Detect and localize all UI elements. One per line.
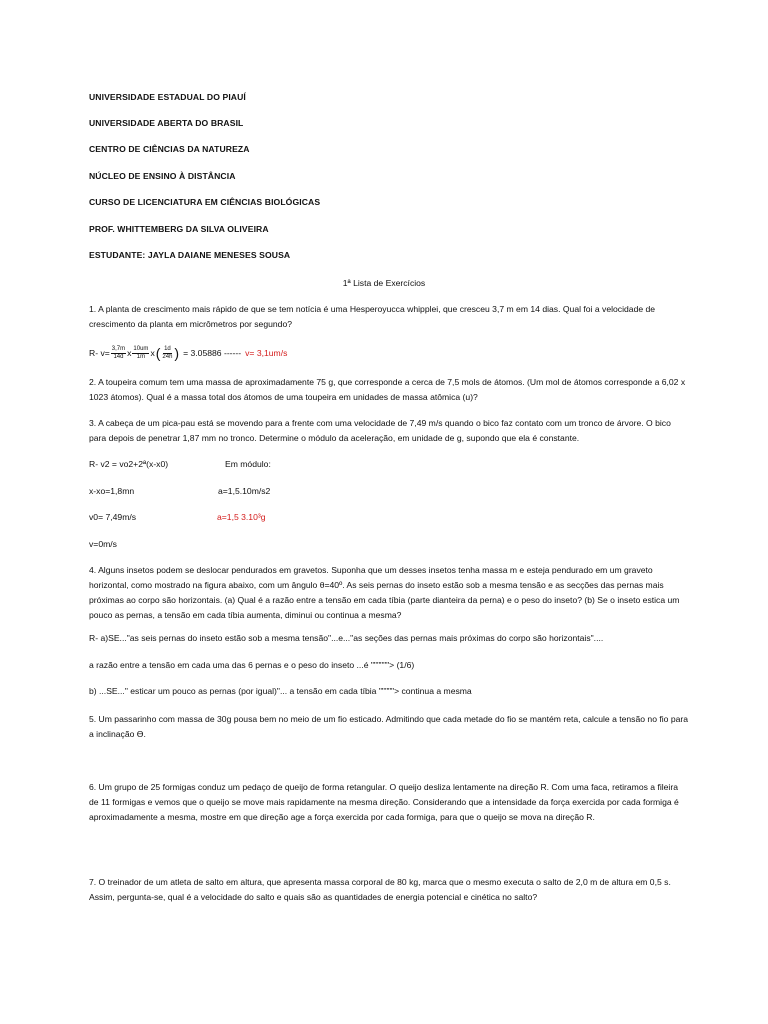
question-7-text: 7. O treinador de um atleta de salto em altura, que apresenta massa corporal de 80 kg, marca que o mesmo executa o salto de 2,0 m de altura em 0,5 s. Assim, pergunta-se, qual é a velocidade do salto e quais são as quantidades de energia potencial e cinética no salto? [89,877,671,902]
question-4-answer-a: R- a)SE..."as seis pernas do inseto estão sob a mesma tensão"...e..."as seções das pernas mais próximas do corpo são horizontais".... [89,633,604,643]
answer-prefix: R- v= [89,347,110,358]
question-4-answer-b: b) ...SE..." esticar um pouco as pernas (por igual)"... a tensão em cada tíbia """""> continua a mesma [89,686,472,696]
multiply-sign: x [127,347,132,358]
question-4-answer-a-ratio: a razão entre a tensão em cada uma das 6 pernas e o peso do inseto ...é """"""> (1/6) [89,660,415,670]
open-university-name: UNIVERSIDADE ABERTA DO BRASIL [89,118,244,128]
fraction-3 [162,346,172,361]
professor-name: PROF. WHITTEMBERG DA SILVA OLIVEIRA [89,224,269,234]
fraction-1 [111,346,126,361]
question-5-text: 5. Um passarinho com massa de 30g pousa bem no meio de um fio esticado. Admitindo que cada metade do fio se mantém reta, calcule a tensão no fio para a inclinação Ɵ. [89,714,689,739]
module-label: Em módulo: [225,459,271,469]
university-name: UNIVERSIDADE ESTADUAL DO PIAUÍ [89,92,246,102]
fraction-2 [132,346,149,361]
question-3-text: 3. A cabeça de um pica-pau está se movendo para a frente com uma velocidade de 7,49 m/s quando o bico faz contato com um tronco de árvore. O bico para depois de penetrar 1,87 mm no tronco. Determine o módulo da aceleração, em unidade de g, supondo que ela é constante. [89,418,671,443]
question-2-text: 2. A toupeira comum tem uma massa de aproximadamente 75 g, que corresponde a cerca de 7,5 mols de átomos. (Um mol de átomos corresponde a 6,02 x 1023 átomos). Qual é a massa total dos átomos de uma toupeira em unidades de massa atômica (u)? [89,377,686,402]
fraction-1-denominator: 14d [113,353,124,360]
center-name: CENTRO DE CIÊNCIAS DA NATUREZA [89,144,250,154]
multiply-sign: x [150,347,155,358]
course-name: CURSO DE LICENCIATURA EM CIÊNCIAS BIOLÓGICAS [89,197,321,207]
question-1-answer [89,342,287,364]
question-6-text: 6. Um grupo de 25 formigas conduz um pedaço de queijo de forma retangular. O queijo desliza lentamente na direção R. Com uma faca, retiramos a fileira de 11 formigas e vemos que o queijo se move mais rapidamente na mesma direção. Considerando que a intensidade da força exercida por cada formiga é aproximadamente a mesma, mostre em que direção age a força exercida por cada formiga, para que o queijo se mova na direção R. [89,782,679,822]
final-velocity-value: v=0m/s [89,539,117,549]
page-title: 1ª Lista de Exercícios [342,278,426,288]
answer-equation: R- v2 = vo2+2ª(x-x0) [89,459,169,469]
fraction-1-numerator: 3,7m [111,345,126,352]
fraction-3-numerator: 1d [164,345,171,352]
answer-result: = 3.05886 ------ [183,347,242,358]
nucleus-name: NÚCLEO DE ENSINO À DISTÂNCIA [89,171,236,181]
fraction-2-numerator: 10um [133,345,149,352]
fraction-3-denominator: 24h [162,353,173,360]
question-4-text: 4. Alguns insetos podem se deslocar pendurados em gravetos. Suponha que um desses insetos tenha massa m e esteja pendurado em um graveto horizontal, como mostrado na figura abaixo, com um ângulo θ=40º. As seis pernas do inseto estão sob a mesma tensão e as secções das pernas mais próximas ao corpo são horizontais. (a) Qual é a razão entre a tensão em cada tíbia (parte dianteira da perna) e o peso do inseto? (b) Se o inseto estica um pouco as pernas, a tensão em cada tíbia aumenta, diminui ou continua a mesma? [89,565,680,620]
paren-open: ( [155,345,161,361]
displacement-value: x-xo=1,8mn [89,486,135,496]
fraction-2-denominator: 1m [136,353,146,360]
student-name: ESTUDANTE: JAYLA DAIANE MENESES SOUSA [89,250,291,260]
paren-close: ) [174,345,180,361]
acceleration-in-g: a=1,5 3.10³g [217,512,266,522]
initial-velocity-value: v0= 7,49m/s [89,512,137,522]
question-1-text: 1. A planta de crescimento mais rápido de que se tem notícia é uma Hesperoyucca whipplei, que cresceu 3,7 m em 14 dias. Qual foi a velocidade de crescimento da planta em micrômetros por segundo? [89,304,656,329]
acceleration-value: a=1,5.10m/s2 [218,486,271,496]
answer-highlight: v= 3,1um/s [245,347,288,358]
